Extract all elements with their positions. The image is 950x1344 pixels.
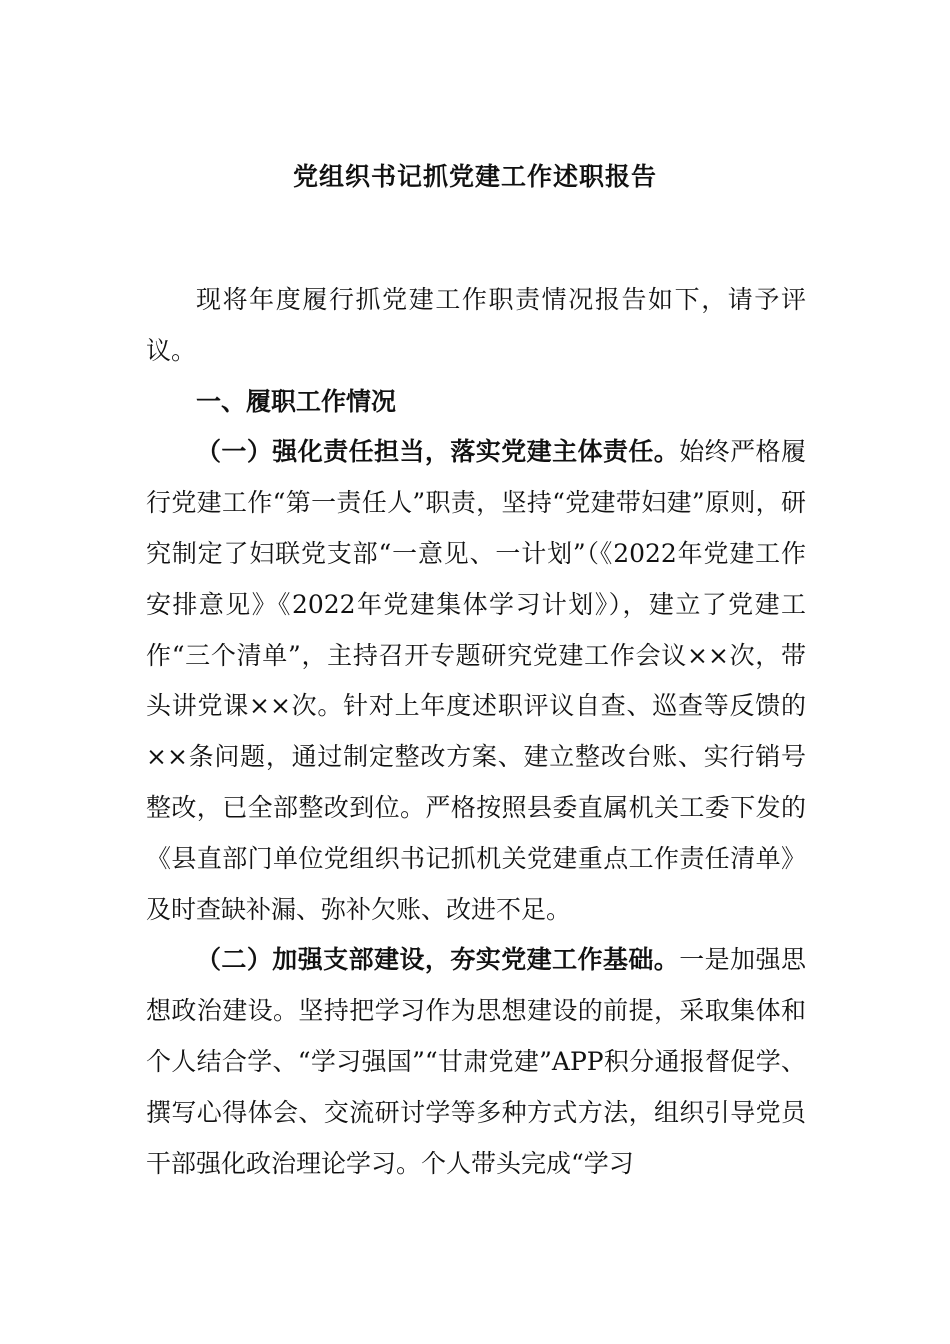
paragraph-text: 一是加强思想政治建设。坚持把学习作为思想建设的前提，采取集体和个人结合学、“学习强国”“甘肃党建”APP积分通报督促学、撰写心得体会、交流研讨学等多种方式方法，组织引导党员干部强化政治理论学习。个人带头完成“学习	[146, 945, 806, 1178]
paragraph-lead: （一）强化责任担当，落实党建主体责任。	[196, 437, 680, 467]
paragraph-text: 始终严格履行党建工作“第一责任人”职责，坚持“党建带妇建”原则，研究制定了妇联党支部“一意见、一计划”（《2022年党建工作安排意见》《2022年党建集体学习计划》），建立了党建工作“三个清单”，主持召开专题研究党建工作会议××次，带头讲党课××次。针对上年度述职评议自查、巡查等反馈的××条问题，通过制定整改方案、建立整改台账、实行销号整改，已全部整改到位。严格按照县委直属机关工委下发的《县直部门单位党组织书记抓机关党建重点工作责任清单》及时查缺补漏、弥补欠账、改进不足。	[146, 437, 806, 924]
paragraph-branch-building	[146, 935, 806, 1189]
section-heading: 一、履职工作情况	[196, 386, 397, 416]
document-body	[146, 275, 806, 1189]
intro-paragraph: 现将年度履行抓党建工作职责情况报告如下，请予评议。	[146, 285, 806, 365]
document-title: 党组织书记抓党建工作述职报告	[292, 162, 657, 191]
paragraph-lead: （二）加强支部建设，夯实党建工作基础。	[196, 945, 680, 975]
paragraph-responsibility	[146, 427, 806, 935]
